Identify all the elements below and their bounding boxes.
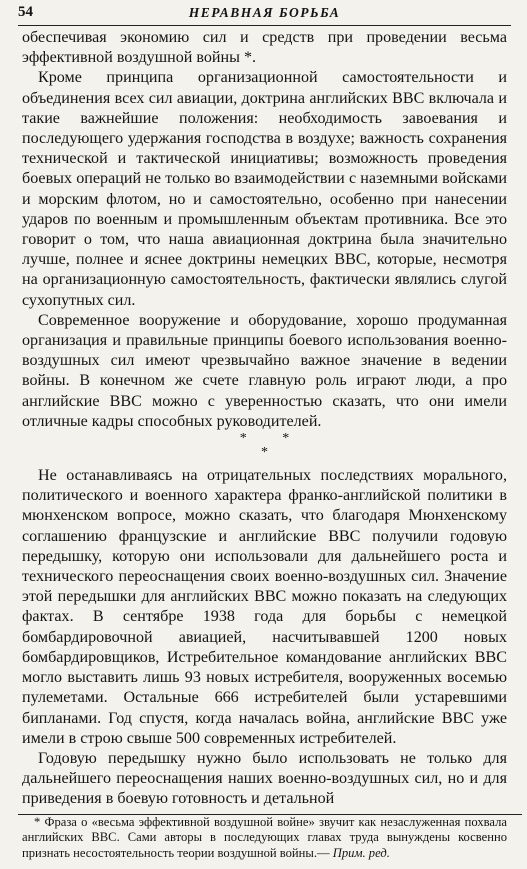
paragraph: Годовую передышку нужно было использовать не только для дальнейшего переоснащения наших военно-воздушных сил, но и для приведения в боевую готовность и детальной bbox=[22, 749, 507, 808]
footnote-attribution: Прим. ред. bbox=[332, 845, 390, 860]
paragraph: Современное вооружение и оборудование, хорошо продуманная организация и правильные принципы боевого использования военно-воздушных сил имеют чрезвычайно важное значение в ведении войны. В конечном же счете главную роль играют люди, а про английские ВВС можно с уверенностью сказать, что они имели отличные кадры способных руководителей. bbox=[22, 311, 507, 430]
paragraph: Кроме принципа организационной самостоятельности и объединения всех сил авиации, доктрина английских ВВС включала и такие важнейшие положения: необходимость завоевания и последующего удержания господства в воздухе; важность сохранения технической и тактической инициативы; возможность проведения боевых операций не только во взаимодействии с наземными войсками и морским флотом, но и самостоятельно, особенно при нанесении ударов по военным и промышленным объектам противника. Все это говорит о том, что наша авиационная доктрина была значительно лучше, полнее и яснее доктрины немецких ВВС, которые, несмотря на организационную самостоятельность, фактически являлись слугой сухопутных сил. bbox=[22, 69, 507, 309]
body-text bbox=[22, 28, 507, 810]
paragraph: обеспечивая экономию сил и средств при проведении весьма эффективной воздушной войны *. bbox=[22, 29, 507, 67]
footnote bbox=[22, 815, 507, 862]
header-rule bbox=[18, 25, 511, 26]
paragraph: Не останавливаясь на отрицательных последствиях морального, политического и военного характера франко-английской политики в мюнхенском вопросе, можно сказать, что благодаря Мюнхенскому соглашению французские и английские ВВС получили годовую передышку, которую они использовали для дальнейшего роста и технического переоснащения своих военно-воздушных сил. Значение этой передышки для английских ВВС можно показать на следующих фактах. В сентябре 1938 года для борьбы с немецкой бомбардировочной авиацией, насчитывавшей 1200 новых бомбардировщиков, Истребительное командование английских ВВС могло выставить лишь 93 новых истребителя, вооруженных восемью пулеметами. Остальные 666 истребителей были устаревшими бипланами. Год спустя, когда началась война, английские ВВС уже имели в строю свыше 500 современных истребителей. bbox=[22, 467, 507, 747]
page-header bbox=[18, 4, 507, 24]
footnote-text: * Фраза о «весьма эффективной воздушной войне» звучит как незаслуженная похвала английских ВВС. Сами авторы в последующих главах труда вынуждены косвенно признать несостоятельность теории воздушной войны.— bbox=[22, 814, 507, 860]
separator-stars-top: * * bbox=[239, 431, 306, 447]
running-head: НЕРАВНАЯ БОРЬБА bbox=[188, 5, 341, 20]
section-separator bbox=[22, 432, 507, 466]
separator-star-bottom: * bbox=[261, 445, 268, 461]
page-number: 54 bbox=[18, 4, 33, 20]
